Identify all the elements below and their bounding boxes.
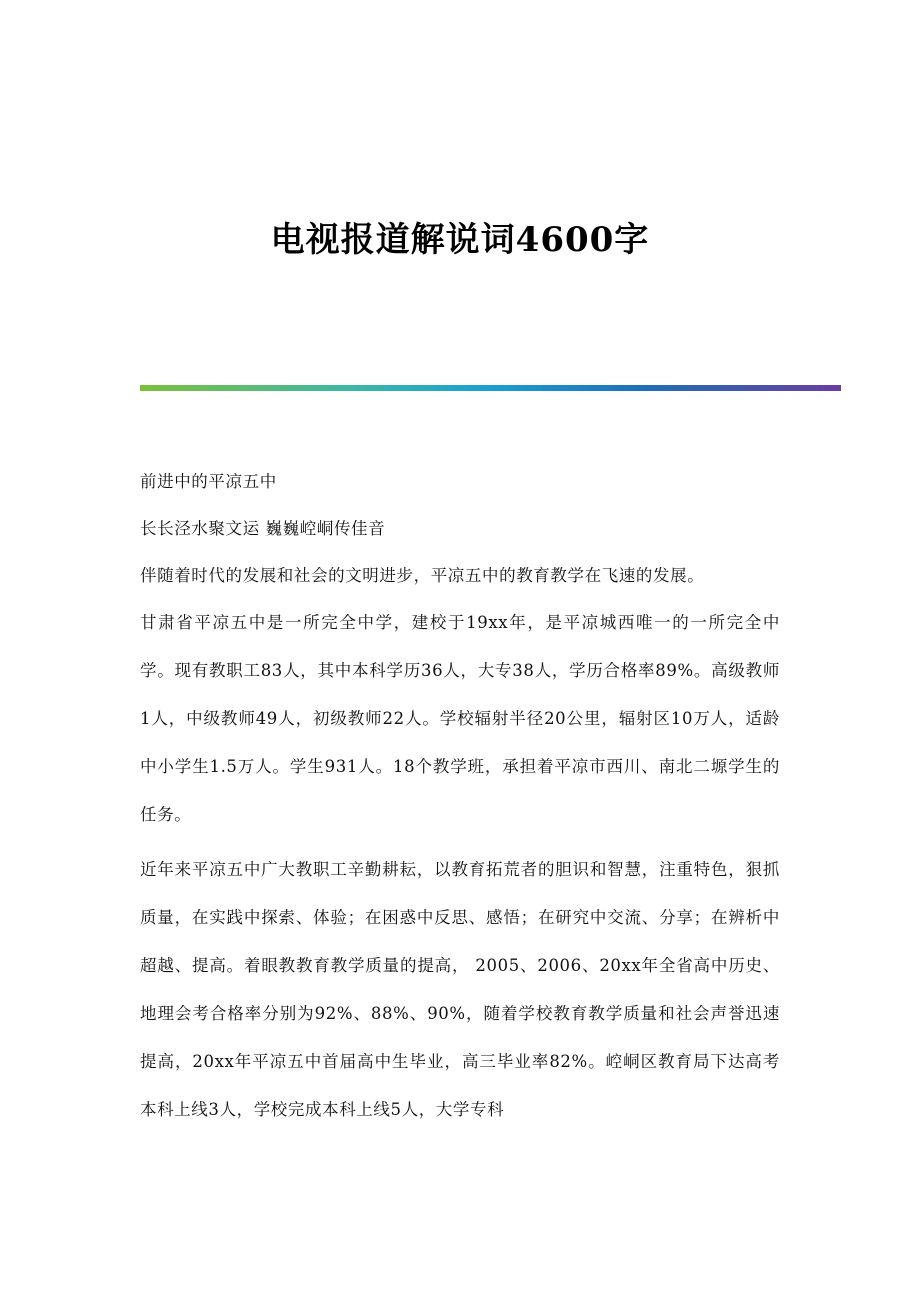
- document-title: 电视报道解说词4600字: [270, 220, 650, 260]
- paragraph-intro: 伴随着时代的发展和社会的文明进步，平凉五中的教育教学在飞速的发展。: [140, 566, 705, 585]
- paragraph-subheading: 长长泾水聚文运 巍巍崆峒传佳音: [140, 519, 386, 538]
- paragraph-heading: 前进中的平凉五中: [140, 472, 277, 491]
- paragraph-achievements: 近年来平凉五中广大教职工辛勤耕耘，以教育拓荒者的胆识和智慧，注重特色，狠抓质量，在实践中探索、体验；在困惑中反思、感悟；在研究中交流、分享；在辨析中超越、提高。着眼教教育教学质量的提高， 2005、2006、20xx年全省高中历史、地理会考合格率分别为92%、88%、90%，随着学校教育教学质量和社会声誉迅速提高，20xx年平凉五中首届高中生毕业，高三毕业率82%。崆峒区教育局下达高考本科上线3人，学校完成本科上线5人，大学专科: [140, 860, 780, 1119]
- title-divider: [140, 385, 841, 391]
- document-body: [140, 466, 780, 1149]
- paragraph-school-overview: 甘肃省平凉五中是一所完全中学，建校于19xx年，是平凉城西唯一的一所完全中学。现有教职工83人，其中本科学历36人，大专38人，学历合格率89%。高级教师1人，中级教师49人，初级教师22人。学校辐射半径20公里，辐射区10万人，适龄中小学生1.5万人。学生931人。18个教学班，承担着平凉市西川、南北二塬学生的任务。: [140, 613, 780, 824]
